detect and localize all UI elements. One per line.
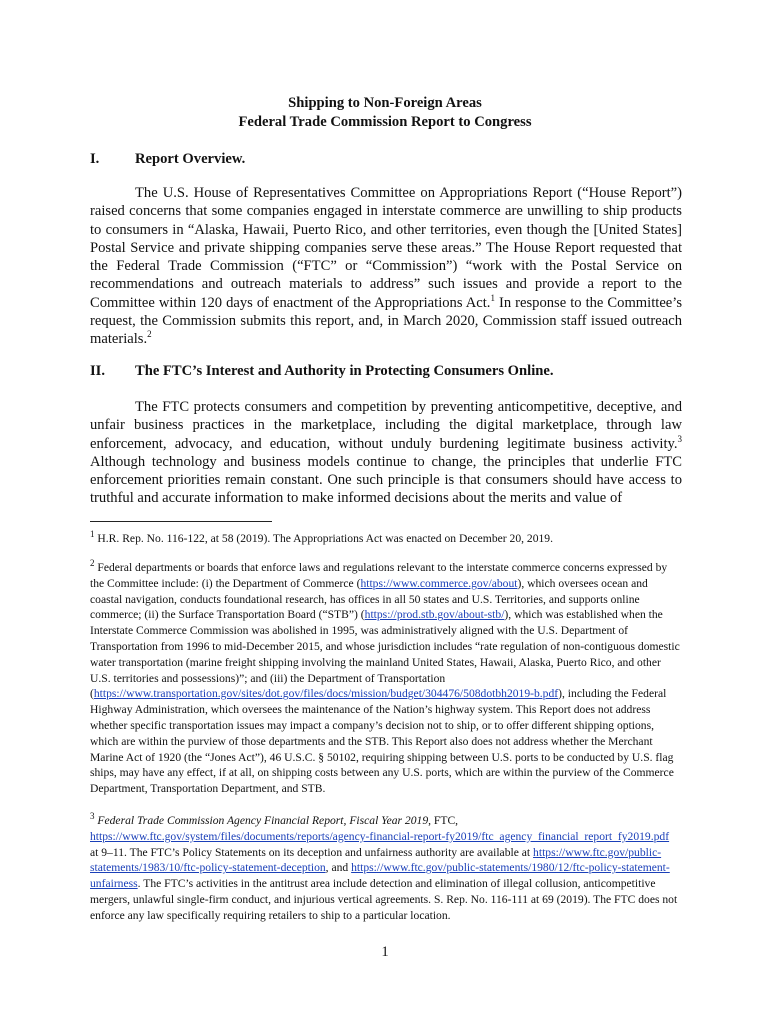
stb-link[interactable]: https://prod.stb.gov/about-stb/ [364, 608, 505, 622]
footnote-number: 2 [90, 558, 95, 569]
report-title: Shipping to Non-Foreign Areas [288, 95, 482, 111]
footnote-number: 1 [90, 529, 95, 540]
section-title: Report Overview. [135, 151, 246, 167]
footnote-ref[interactable]: 1 [490, 292, 495, 303]
overview-paragraph: The U.S. House of Representatives Committee on Appropriations Report (“House Report”) raised concerns that some companies engaged in interstate commerce are unwilling to ship products to consumers in “Alaska, Hawaii, Puerto Rico, and other territories, even though the [United States] Postal Service and private shipping companies serve these areas.” The House Report requested that the Federal Trade Commission (“FTC” or “Commission”) “work with the Postal Service on recommendations and outreach materials to address” such issues and provide a report to the Committee within 120 days of enactment of the Appropriations Act.$^1$ In response to the Committee’s request, the Commission submits this report, and, in March 2020, Commission staff issued outreach materials.$^2$ [90, 185, 683, 348]
unfairness-statement-link[interactable]: https://www.ftc.gov/public-statements/1980/12/ftc-policy-statement-unfairness [90, 861, 670, 891]
financial-report-link[interactable]: https://www.ftc.gov/system/files/documents/reports/agency-financial-report-fy2019/ftc_agency_financial_report_fy2019.pdf [90, 829, 670, 843]
footnote-ref[interactable]: 3 [677, 433, 682, 444]
transportation-link[interactable]: https://www.transportation.gov/sites/dot.gov/files/docs/mission/budget/304476/508dotbh2019-b.pdf [93, 687, 559, 701]
page-number: 1 [381, 944, 389, 960]
footnote-divider [90, 521, 272, 522]
footnote-ref[interactable]: 2 [147, 329, 152, 340]
authority-paragraph: The FTC protects consumers and competition by preventing anticompetitive, deceptive, and unfair business practices in the marketplace, including the digital marketplace, through law enforcement, advocacy, and education, without unduly burdening legitimate business activity.$^3$ Although technology and business models continue to change, the principles that underlie FTC enforcement priorities remain constant. One such principle is that consumers should have access to truthful and accurate information to make informed decisions about the merits and value of [90, 399, 682, 507]
deception-statement-link[interactable]: https://www.ftc.gov/public-statements/1983/10/ftc-policy-statement-deception [90, 845, 662, 875]
footnote-3: $^3$ Federal Trade Commission Agency Financial Report, Fiscal Year 2019, FTC, https://www.ftc.gov/system/files/documents/reports/agency-financial-report-fy2019/ftc_agency_financial_report_fy2019.pdf at 9–11. The FTC’s Policy Statements on its deception and unfairness authority are available at https://www.ftc.gov/public-statements/1983/10/ftc-policy-statement-deception, and https://www.ftc.gov/public-statements/1980/12/ftc-policy-statement-unfairness. The FTC’s activities in the antitrust area include detection and elimination of illegal collusion, anticompetitive mergers, unlawful single-firm conduct, and injurious vertical agreements. S. Rep. No. 116-111 at 69 (2019). The FTC does not enforce any law specifically requiring retailers to ship to a particular location. [90, 811, 678, 922]
section-title: The FTC’s Interest and Authority in Protecting Consumers Online. [135, 363, 554, 379]
footnote-number: 3 [90, 811, 95, 822]
commerce-link[interactable]: https://www.commerce.gov/about [360, 576, 518, 590]
footnote-1: $^1$ H.R. Rep. No. 116-122, at 58 (2019). The Appropriations Act was enacted on December 20, 2019. [90, 529, 554, 545]
section-heading-overview [90, 150, 245, 169]
section-number: I. [90, 151, 100, 167]
footnote-2: $^2$ Federal departments or boards that enforce laws and regulations relevant to the interstate commerce concerns expressed by the Committee include: (i) the Department of Commerce (https://www.commerce.gov/about), which oversees ocean and coastal navigation, conducts foundational research, has offices in all 50 states and U.S. Territories, and supports online commerce; (ii) the Surface Transportation Board (“STB”) (https://prod.stb.gov/about-stb/), which was established when the Interstate Commerce Commission was abolished in 1995, was administratively aligned with the U.S. Department of Transportation from 1996 to mid-December 2015, and whose jurisdiction includes “rate regulation of non-contiguous domestic water transportation (marine freight shipping involving the mainland United States, Hawaii, Alaska, Puerto Rico, and other U.S. territories and possessions)”; and (iii) the Department of Transportation (https://www.transportation.gov/sites/dot.gov/files/docs/mission/budget/304476/508dotbh2019-b.pdf), including the Federal Highway Administration, which oversees the maintenance of the Nation’s highway system. This Report does not address whether specific transportation issues may impact a company’s decision not to ship, or to offer different shipping options, which are within the purview of those departments and the STB. This Report also does not address whether the Merchant Marine Act of 1920 (the “Jones Act”), 46 U.S.C. § 50102, requiring shipping between U.S. ports to be conducted by U.S. flag ships, may have any effect, if at all, on shipping costs between any U.S. ports, which are within the purview of the Commerce Department, Transportation Department, and STB. [90, 558, 680, 796]
section-number: II. [90, 363, 106, 379]
report-subtitle: Federal Trade Commission Report to Congress [238, 114, 532, 130]
section-heading-authority [90, 362, 554, 381]
